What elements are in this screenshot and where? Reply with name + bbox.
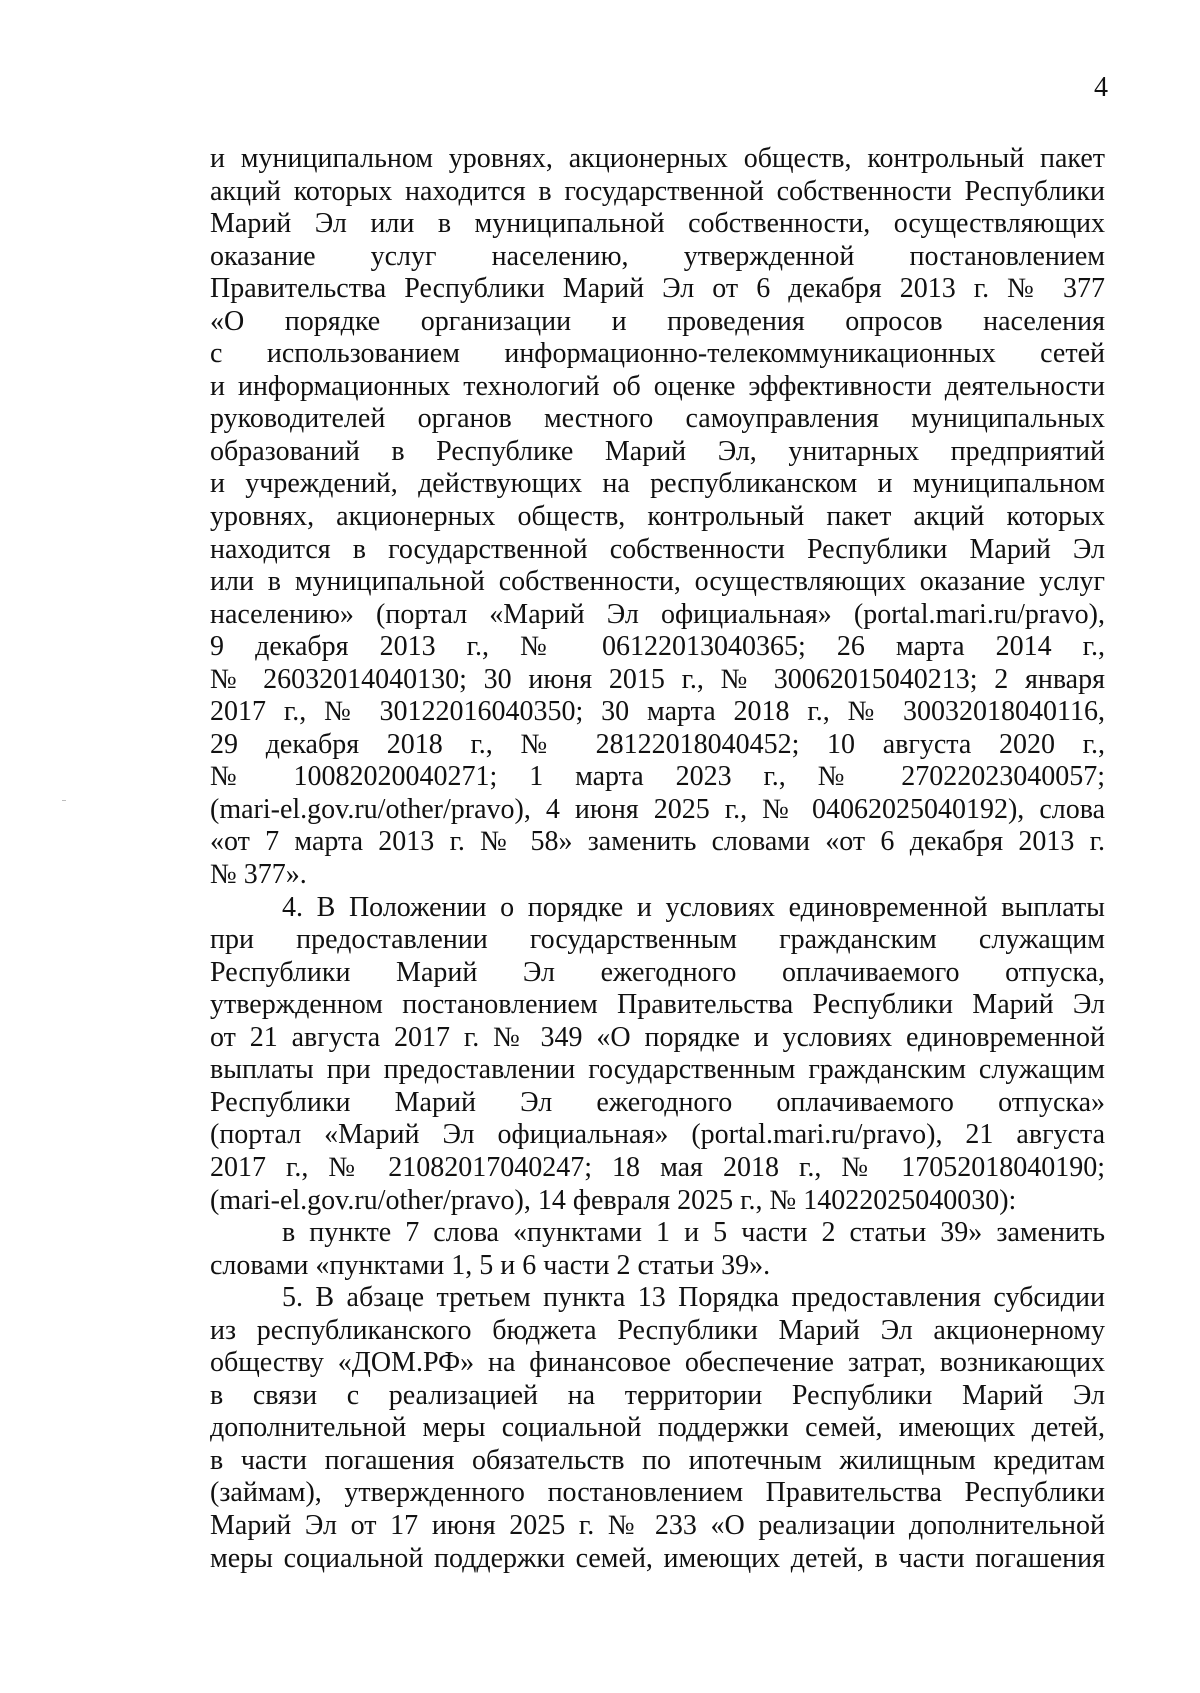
text-line: (mari-el.gov.ru/other/pravo), 4 июня 2025 г., № 04062025040192), слова	[210, 793, 1105, 825]
text-line: 4. В Положении о порядке и условиях единовременной выплаты	[282, 891, 1105, 923]
text-line: № 377».	[210, 859, 307, 891]
text-line: Марий Эл или в муниципальной собственности, осуществляющих	[210, 208, 1105, 240]
text-line: утвержденном постановлением Правительства Республики Марий Эл	[210, 989, 1105, 1021]
text-line: Марий Эл от 17 июня 2025 г. № 233 «О реализации дополнительной	[210, 1509, 1105, 1541]
text-line: обществу «ДОМ.РФ» на финансовое обеспечение затрат, возникающих	[210, 1347, 1105, 1379]
text-line: с использованием информационно-телекоммуникационных сетей	[210, 338, 1105, 370]
text-line: № 10082020040271; 1 марта 2023 г., № 27022023040057;	[210, 761, 1105, 793]
text-line: при предоставлении государственным гражданским служащим	[210, 924, 1105, 956]
text-line: 5. В абзаце третьем пункта 13 Порядка предоставления субсидии	[282, 1282, 1105, 1314]
margin-mark	[62, 800, 66, 801]
text-line: из республиканского бюджета Республики Марий Эл акционерному	[210, 1314, 1105, 1346]
text-line: (mari-el.gov.ru/other/pravo), 14 февраля 2025 г., № 14022025040030):	[210, 1184, 1017, 1216]
text-line: оказание услуг населению, утвержденной постановлением	[210, 240, 1105, 272]
text-line: (портал «Марий Эл официальная» (portal.mari.ru/pravo), 21 августа	[210, 1119, 1105, 1151]
text-line: «О порядке организации и проведения опросов населения	[210, 305, 1105, 337]
text-line: 2017 г., № 21082017040247; 18 мая 2018 г., № 17052018040190;	[210, 1151, 1105, 1183]
text-line: «от 7 марта 2013 г. № 58» заменить словами «от 6 декабря 2013 г.	[210, 826, 1105, 858]
text-line: руководителей органов местного самоуправления муниципальных	[210, 403, 1105, 435]
text-line: и учреждений, действующих на республиканском и муниципальном	[210, 468, 1105, 500]
text-line: от 21 августа 2017 г. № 349 «О порядке и условиях единовременной	[210, 1021, 1105, 1053]
text-line: образований в Республике Марий Эл, унитарных предприятий	[210, 435, 1105, 467]
text-line: уровнях, акционерных обществ, контрольный пакет акций которых	[210, 501, 1105, 533]
text-line: меры социальной поддержки семей, имеющих детей, в части погашения	[210, 1542, 1105, 1574]
text-line: (займам), утвержденного постановлением Правительства Республики	[210, 1477, 1105, 1509]
text-line: словами «пунктами 1, 5 и 6 части 2 статьи 39».	[210, 1249, 771, 1281]
text-line: № 26032014040130; 30 июня 2015 г., № 30062015040213; 2 января	[210, 663, 1105, 695]
text-line: Республики Марий Эл ежегодного оплачиваемого отпуска,	[210, 956, 1105, 988]
text-line: Правительства Республики Марий Эл от 6 декабря 2013 г. № 377	[210, 273, 1105, 305]
document-body	[210, 143, 1105, 1575]
text-line: дополнительной меры социальной поддержки семей, имеющих детей,	[210, 1412, 1105, 1444]
text-line: или в муниципальной собственности, осуществляющих оказание услуг	[210, 566, 1105, 598]
text-line: в связи с реализацией на территории Республики Марий Эл	[210, 1379, 1105, 1411]
text-line: и информационных технологий об оценке эффективности деятельности	[210, 370, 1105, 402]
text-line: находится в государственной собственности Республики Марий Эл	[210, 533, 1105, 565]
text-line: 2017 г., № 30122016040350; 30 марта 2018 г., № 30032018040116,	[210, 696, 1105, 728]
text-line: выплаты при предоставлении государственным гражданским служащим	[210, 1054, 1105, 1086]
text-line: Республики Марий Эл ежегодного оплачиваемого отпуска»	[210, 1086, 1105, 1118]
text-line: акций которых находится в государственной собственности Республики	[210, 175, 1105, 207]
text-line: 29 декабря 2018 г., № 28122018040452; 10 августа 2020 г.,	[210, 728, 1105, 760]
page-number: 4	[1094, 72, 1108, 103]
text-line: в части погашения обязательств по ипотечным жилищным кредитам	[210, 1444, 1105, 1476]
text-line: населению» (портал «Марий Эл официальная» (portal.mari.ru/pravo),	[210, 598, 1105, 630]
text-line: в пункте 7 слова «пунктами 1 и 5 части 2 статьи 39» заменить	[282, 1217, 1105, 1249]
text-line: и муниципальном уровнях, акционерных обществ, контрольный пакет	[210, 143, 1105, 174]
text-line: 9 декабря 2013 г., № 06122013040365; 26 марта 2014 г.,	[210, 631, 1105, 663]
